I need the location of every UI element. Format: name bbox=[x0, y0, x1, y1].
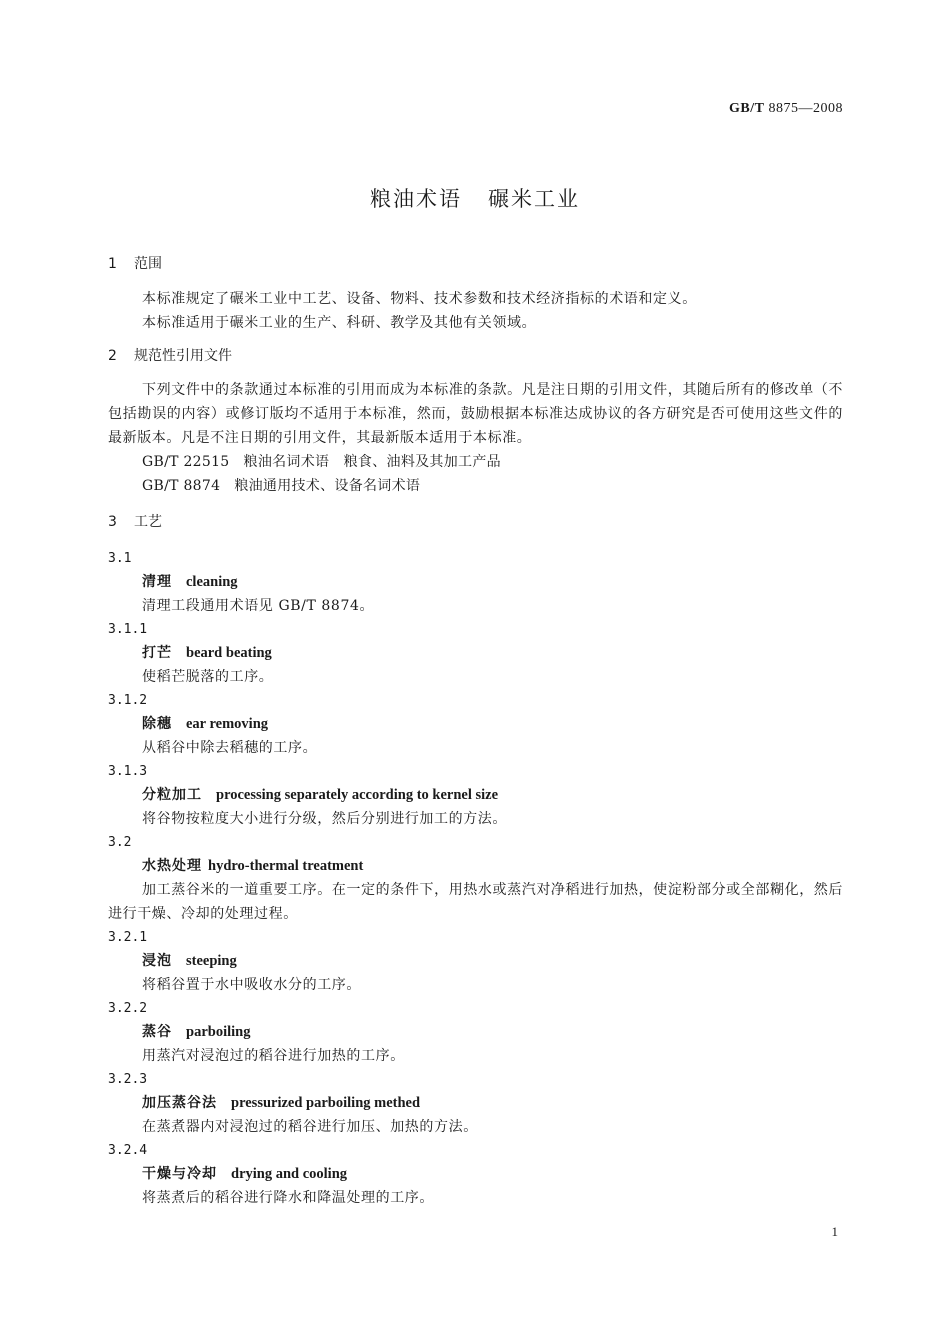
term-heading bbox=[108, 1091, 843, 1115]
title-part-1: 粮油术语 bbox=[370, 187, 462, 211]
page-number: 1 bbox=[831, 1224, 838, 1239]
standard-number-header bbox=[729, 101, 843, 117]
term-chinese: 蒸谷 bbox=[142, 1024, 172, 1040]
term-chinese: 分粒加工 bbox=[142, 787, 202, 803]
term-english: beard beating bbox=[186, 645, 272, 661]
term-definition: 将稻谷置于水中吸收水分的工序。 bbox=[142, 977, 361, 993]
term-entry bbox=[108, 760, 843, 831]
term-definition: 用蒸汽对浸泡过的稻谷进行加热的工序。 bbox=[142, 1048, 405, 1064]
term-definition: 加工蒸谷米的一道重要工序。在一定的条件下，用热水或蒸汽对净稻进行加热，使淀粉部分或全部糊化，然后进行干燥、冷却的处理过程。 bbox=[108, 882, 843, 922]
term-number: 3.1.1 bbox=[108, 622, 148, 637]
term-entry bbox=[108, 618, 843, 689]
reference-code: GB/T 8874 bbox=[142, 478, 221, 494]
title-part-2: 碾米工业 bbox=[488, 187, 580, 211]
term-heading bbox=[108, 712, 843, 736]
term-number: 3.2 bbox=[108, 835, 132, 850]
section-title: 工艺 bbox=[134, 514, 162, 530]
term-chinese: 除穗 bbox=[142, 716, 172, 732]
term-english: steeping bbox=[186, 953, 237, 969]
reference-title: 粮油名词术语 粮食、油料及其加工产品 bbox=[243, 454, 501, 470]
term-chinese: 打芒 bbox=[142, 645, 172, 661]
normative-references-paragraph: 下列文件中的条款通过本标准的引用而成为本标准的条款。凡是注日期的引用文件，其随后所有的修改单（不包括勘误的内容）或修订版均不适用于本标准，然而，鼓励根据本标准达成协议的各方研究是否可使用这些文件的最新版本。凡是不注日期的引用文件，其最新版本适用于本标准。 bbox=[108, 382, 843, 446]
standard-prefix: GB/T bbox=[729, 101, 765, 116]
term-number: 3.2.3 bbox=[108, 1072, 148, 1087]
term-number: 3.2.1 bbox=[108, 930, 148, 945]
reference-item bbox=[108, 474, 843, 498]
term-heading bbox=[108, 1020, 843, 1044]
term-definition: 在蒸煮器内对浸泡过的稻谷进行加压、加热的方法。 bbox=[142, 1119, 478, 1135]
term-definition: 从稻谷中除去稻穗的工序。 bbox=[142, 740, 318, 756]
section-title: 范围 bbox=[134, 256, 162, 272]
reference-item bbox=[108, 450, 843, 474]
section-title: 规范性引用文件 bbox=[134, 348, 232, 364]
document-title bbox=[0, 183, 950, 213]
section-number: 3 bbox=[108, 514, 117, 530]
term-english: hydro-thermal treatment bbox=[208, 858, 364, 874]
scope-paragraph-2: 本标准适用于碾米工业的生产、科研、教学及其他有关领域。 bbox=[142, 315, 537, 331]
reference-code: GB/T 22515 bbox=[142, 454, 230, 470]
standard-number: 8875—2008 bbox=[768, 101, 843, 116]
term-heading bbox=[108, 783, 843, 807]
term-chinese: 清理 bbox=[142, 574, 172, 590]
term-definition: 清理工段通用术语见 GB/T 8874。 bbox=[142, 598, 375, 614]
reference-title: 粮油通用技术、设备名词术语 bbox=[234, 478, 421, 494]
term-heading bbox=[108, 854, 843, 878]
term-chinese: 加压蒸谷法 bbox=[142, 1095, 217, 1111]
term-entry bbox=[108, 997, 843, 1068]
term-chinese: 水热处理 bbox=[142, 858, 202, 874]
section-3-heading bbox=[108, 511, 843, 533]
term-definition: 将谷物按粒度大小进行分级，然后分别进行加工的方法。 bbox=[142, 811, 507, 827]
term-definition: 使稻芒脱落的工序。 bbox=[142, 669, 274, 685]
term-english: cleaning bbox=[186, 574, 238, 590]
section-number: 2 bbox=[108, 348, 117, 364]
scope-paragraph-1: 本标准规定了碾米工业中工艺、设备、物料、技术参数和技术经济指标的术语和定义。 bbox=[142, 291, 697, 307]
document-body bbox=[108, 253, 843, 1210]
section-2-heading bbox=[108, 345, 843, 367]
term-english: parboiling bbox=[186, 1024, 251, 1040]
term-entry bbox=[108, 926, 843, 997]
term-english: drying and cooling bbox=[231, 1166, 348, 1182]
section-1-heading bbox=[108, 253, 843, 275]
term-chinese: 干燥与冷却 bbox=[142, 1166, 217, 1182]
term-entry bbox=[108, 1068, 843, 1139]
term-heading bbox=[108, 641, 843, 665]
term-english: pressurized parboiling methed bbox=[231, 1095, 421, 1111]
term-english: processing separately according to kernel size bbox=[216, 787, 499, 803]
term-entry bbox=[108, 689, 843, 760]
term-entry bbox=[108, 1139, 843, 1210]
term-entry bbox=[108, 547, 843, 618]
term-heading bbox=[108, 570, 843, 594]
section-number: 1 bbox=[108, 256, 117, 272]
term-number: 3.1.3 bbox=[108, 764, 148, 779]
term-number: 3.2.4 bbox=[108, 1143, 148, 1158]
term-definition: 将蒸煮后的稻谷进行降水和降温处理的工序。 bbox=[142, 1190, 434, 1206]
term-number: 3.2.2 bbox=[108, 1001, 148, 1016]
term-entry bbox=[108, 831, 843, 926]
term-number: 3.1 bbox=[108, 551, 132, 566]
term-heading bbox=[108, 1162, 843, 1186]
term-chinese: 浸泡 bbox=[142, 953, 172, 969]
term-heading bbox=[108, 949, 843, 973]
term-english: ear removing bbox=[186, 716, 269, 732]
term-number: 3.1.2 bbox=[108, 693, 148, 708]
